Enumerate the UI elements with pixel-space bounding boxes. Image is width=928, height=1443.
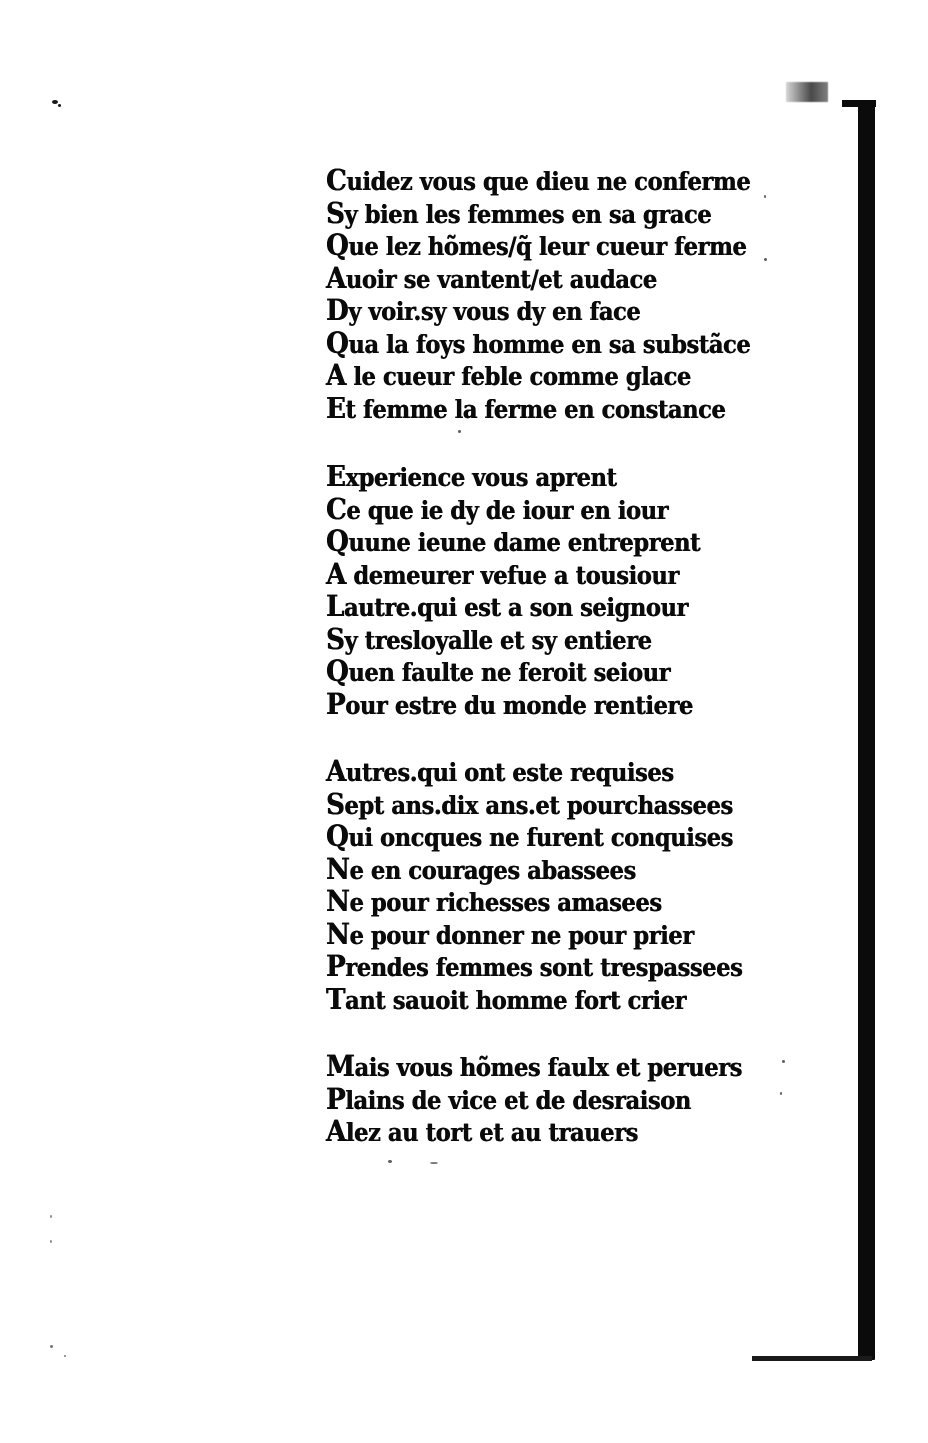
verse-line: Alez au tort et au trauers [326, 1114, 638, 1148]
verse-line: Qua la foys homme en sa substãce [326, 325, 751, 360]
verse-line: Mais vous hõmes faulx et peruers [326, 1049, 742, 1083]
verse-line: Pour estre du monde rentiere [326, 686, 693, 721]
scan-speck [50, 1215, 52, 1218]
scan-speck [458, 430, 461, 433]
verse-line: Ne pour richesses amasees [326, 884, 662, 918]
verse-line: A le cueur feble comme glace [326, 358, 691, 392]
scan-speck [430, 1162, 438, 1164]
binding-edge-foot [752, 1356, 872, 1361]
verse-line: Ce que ie dy de iour en iour [326, 491, 669, 526]
scan-speck [58, 104, 61, 107]
verse-line: Ne en courages abassees [326, 851, 636, 886]
stanza-1 [326, 164, 796, 424]
verse-line: Sy tresloyalle et sy entiere [326, 621, 652, 656]
stanza-2 [326, 460, 796, 720]
verse-line: Ne pour donner ne pour prier [326, 916, 694, 951]
verse-line: Prendes femmes sont trespassees [326, 949, 743, 983]
scan-speck [50, 1345, 53, 1348]
verse-line: Et femme la ferme en constance [326, 390, 726, 425]
verse-line: Dy voir.sy vous dy en face [326, 293, 641, 327]
verse-line: Lautre.qui est a son seignour [326, 589, 689, 623]
binding-edge [858, 102, 875, 1360]
verse-line: Quen faulte ne feroit seiour [326, 654, 671, 688]
verse-line: Cuidez vous que dieu ne conferme [326, 163, 751, 197]
scan-speck [64, 1355, 66, 1357]
scan-speck [50, 1240, 52, 1243]
page-corner-smudge [786, 82, 828, 102]
verse-line: Plains de vice et de desraison [326, 1081, 691, 1116]
verse-line: Autres.qui ont este requises [326, 754, 674, 788]
verse-line: Sy bien les femmes en sa grace [326, 195, 712, 230]
verse-line: Qui oncques ne furent conquises [326, 819, 733, 853]
verse-line: Sept ans.dix ans.et pourchassees [326, 786, 733, 821]
verse-line: Auoir se vantent/et audace [326, 260, 657, 295]
scan-speck [52, 100, 58, 104]
verse-line: Que lez hõmes/q̃ leur cueur ferme [326, 228, 747, 262]
stanza-3 [326, 755, 796, 1015]
verse-line: A demeurer vefue a tousiour [326, 556, 679, 591]
verse-line: Quune ieune dame entreprent [326, 524, 701, 558]
verse-line: Experience vous aprent [326, 459, 617, 493]
stanza-4 [326, 1050, 796, 1148]
scan-speck [388, 1160, 392, 1163]
verse-line: Tant sauoit homme fort crier [326, 981, 687, 1016]
